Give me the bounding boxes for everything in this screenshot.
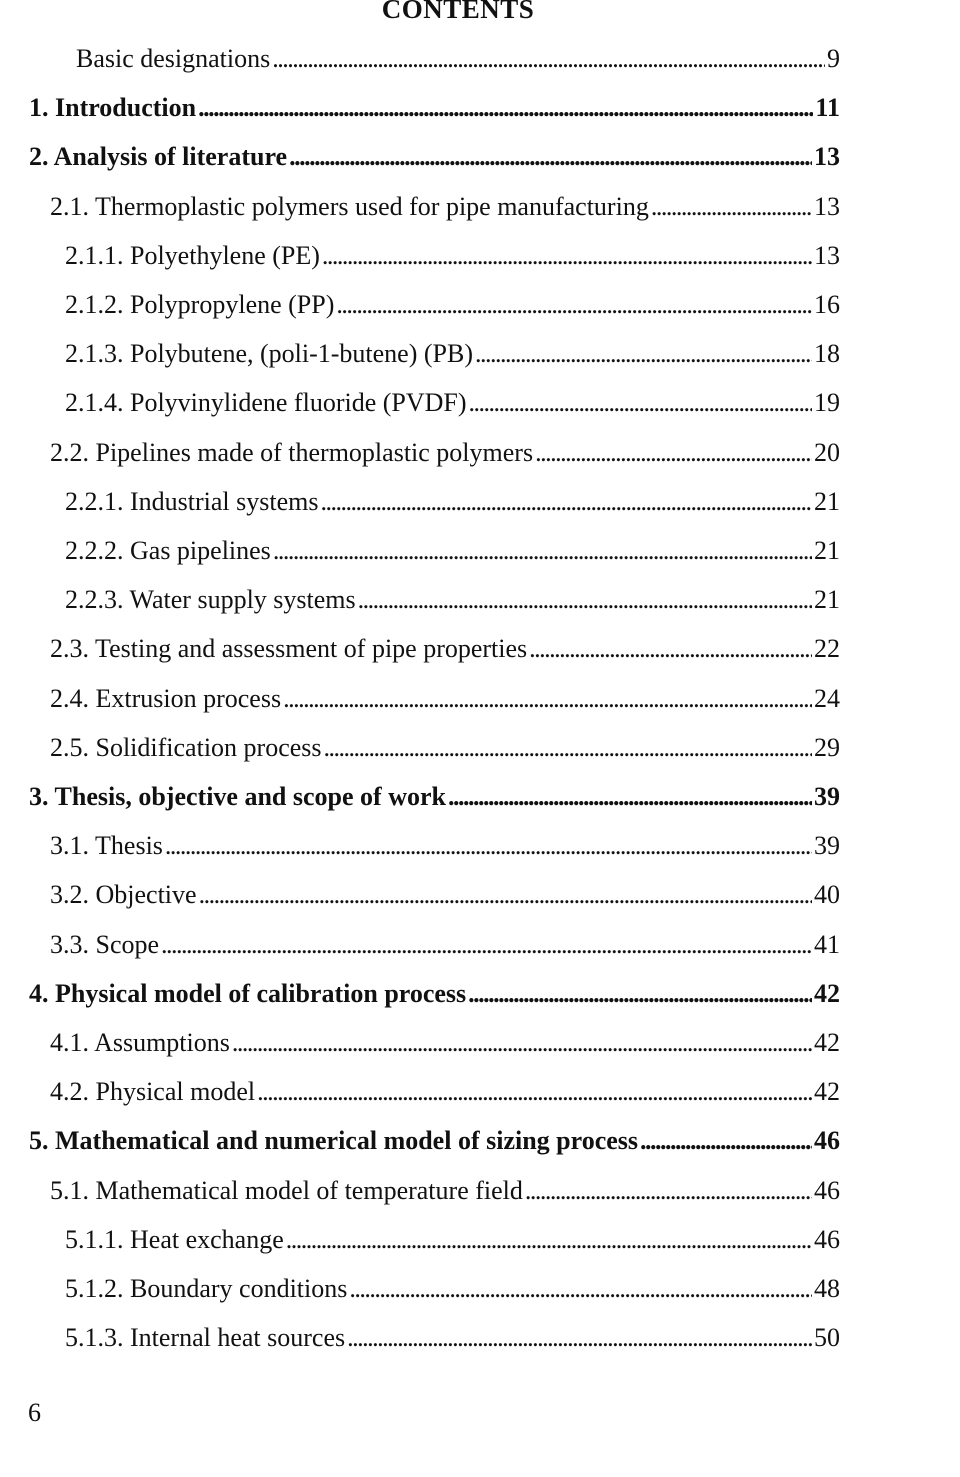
toc-entry-page: 16 [814,290,840,319]
toc-entry-label: 5.1.1. Heat exchange [65,1224,284,1254]
toc-entry-page: 50 [814,1323,840,1353]
toc-entry [50,873,840,917]
toc-entry-label: 2. Analysis of literature [29,142,288,172]
toc-leader-dots [651,185,812,229]
toc-entry [65,1267,840,1311]
toc-entry-page: 18 [814,339,840,369]
toc-entry-page: 20 [814,437,840,467]
toc-entry-page: 22 [814,634,840,664]
toc-entry-page: 13 [814,191,840,221]
toc-entry [76,37,840,81]
toc-entry [65,1218,840,1262]
toc-entry-label: 2.5. Solidification process [50,732,322,762]
toc-entry [50,431,840,475]
toc-leader-dots [336,283,812,327]
toc-entry-page: 46 [814,1175,840,1205]
toc-entry-label: 2.1.1. Polyethylene (PE) [65,240,320,270]
toc-leader-dots [468,972,812,1016]
toc-entry-label: 3.1. Thesis [50,831,163,861]
toc-entry [29,775,840,819]
toc-entry [50,923,840,967]
toc-entry-page: 19 [814,388,840,418]
toc-leader-dots [448,775,812,819]
toc-entry [29,86,840,130]
toc-entry [50,1070,840,1114]
toc-leader-dots [257,1070,812,1114]
page-number: 6 [28,1398,41,1427]
toc-entry-page: 21 [814,536,840,565]
toc-entry-page: 46 [814,1126,840,1156]
toc-leader-dots [286,1218,812,1262]
toc-entry [29,1119,840,1163]
toc-leader-dots [165,824,812,868]
toc-entry-page: 11 [815,93,840,123]
toc-entry-page: 21 [814,585,840,615]
toc-entry [65,480,840,524]
toc-leader-dots [347,1316,812,1360]
toc-entry-page: 13 [814,240,840,270]
toc-entry-label: 2.1.2. Polypropylene (PP) [65,290,335,319]
toc-entry-label: 2.2.1. Industrial systems [65,486,319,516]
toc-entry [50,185,840,229]
toc-leader-dots [321,480,813,524]
toc-entry-label: Basic designations [76,44,271,73]
toc-leader-dots [640,1119,812,1163]
toc-entry-label: 5.1.2. Boundary conditions [65,1274,348,1303]
toc-entry [50,824,840,868]
toc-entry-page: 40 [814,880,840,910]
toc-leader-dots [322,234,812,278]
toc-entry [65,332,840,376]
toc-leader-dots [199,873,812,917]
toc-leader-dots [525,1169,812,1213]
toc-leader-dots [529,627,812,671]
toc-entry-label: 2.1. Thermoplastic polymers used for pipe manufacturing [50,191,649,221]
toc-entry-page: 42 [814,1028,840,1057]
toc-leader-dots [273,529,812,573]
toc-entry-page: 13 [814,142,840,172]
toc-entry-label: 2.2.2. Gas pipelines [65,536,271,565]
toc-leader-dots [475,332,812,376]
toc-entry-label: 2.2. Pipelines made of thermoplastic polymers [50,437,534,467]
toc-leader-dots [283,677,812,721]
toc-entry [50,677,840,721]
toc-entry-page: 46 [814,1224,840,1254]
toc-leader-dots [272,37,825,81]
toc-entry [50,1021,840,1065]
toc-entry-page: 24 [814,683,840,713]
toc-entry-label: 5.1.3. Internal heat sources [65,1323,346,1353]
page-title: CONTENTS [381,0,535,24]
toc-entry-page: 39 [814,831,840,861]
toc-entry-label: 4. Physical model of calibration process [29,978,467,1008]
toc-leader-dots [324,726,812,770]
toc-leader-dots [535,431,812,475]
toc-entry [65,578,840,622]
toc-entry-label: 2.2.3. Water supply systems [65,585,356,615]
toc-leader-dots [358,578,812,622]
toc-entry [29,972,840,1016]
toc-entry-label: 4.2. Physical model [50,1077,256,1107]
toc-entry [65,381,840,425]
toc-entry [50,726,840,770]
toc-entry-label: 2.1.4. Polyvinylidene fluoride (PVDF) [65,388,467,418]
toc-entry-page: 41 [814,929,840,959]
toc-leader-dots [161,923,812,967]
toc-entry-page: 29 [814,732,840,762]
toc-entry-label: 2.1.3. Polybutene, (poli-1-butene) (PB) [65,339,473,369]
toc-entry-page: 42 [814,978,840,1008]
toc-entry-label: 2.4. Extrusion process [50,683,282,713]
toc-entry-page: 48 [814,1274,840,1303]
toc-entry-page: 42 [814,1077,840,1107]
toc-entry-page: 21 [814,486,840,516]
toc-entry-label: 4.1. Assumptions [50,1028,230,1057]
toc-entry [65,529,840,573]
toc-entry-label: 5.1. Mathematical model of temperature field [50,1175,523,1205]
toc-entry-label: 3.2. Objective [50,880,197,910]
toc-entry [65,1316,840,1360]
toc-leader-dots [289,135,812,179]
toc-entry [50,1169,840,1213]
toc-entry [65,234,840,278]
toc-leader-dots [232,1021,812,1065]
toc-entry-label: 5. Mathematical and numerical model of sizing process [29,1126,639,1156]
toc-entry-label: 1. Introduction [29,93,197,123]
toc-entry-page: 9 [827,44,840,73]
toc-entry [50,627,840,671]
toc-entry [65,283,840,327]
toc-entry-label: 3.3. Scope [50,929,160,959]
toc-entry-label: 3. Thesis, objective and scope of work [29,782,446,811]
toc-leader-dots [469,381,812,425]
toc-leader-dots [349,1267,812,1311]
toc-entry [29,135,840,179]
toc-entry-label: 2.3. Testing and assessment of pipe properties [50,634,528,664]
toc-leader-dots [198,86,813,130]
toc-entry-page: 39 [814,782,840,811]
